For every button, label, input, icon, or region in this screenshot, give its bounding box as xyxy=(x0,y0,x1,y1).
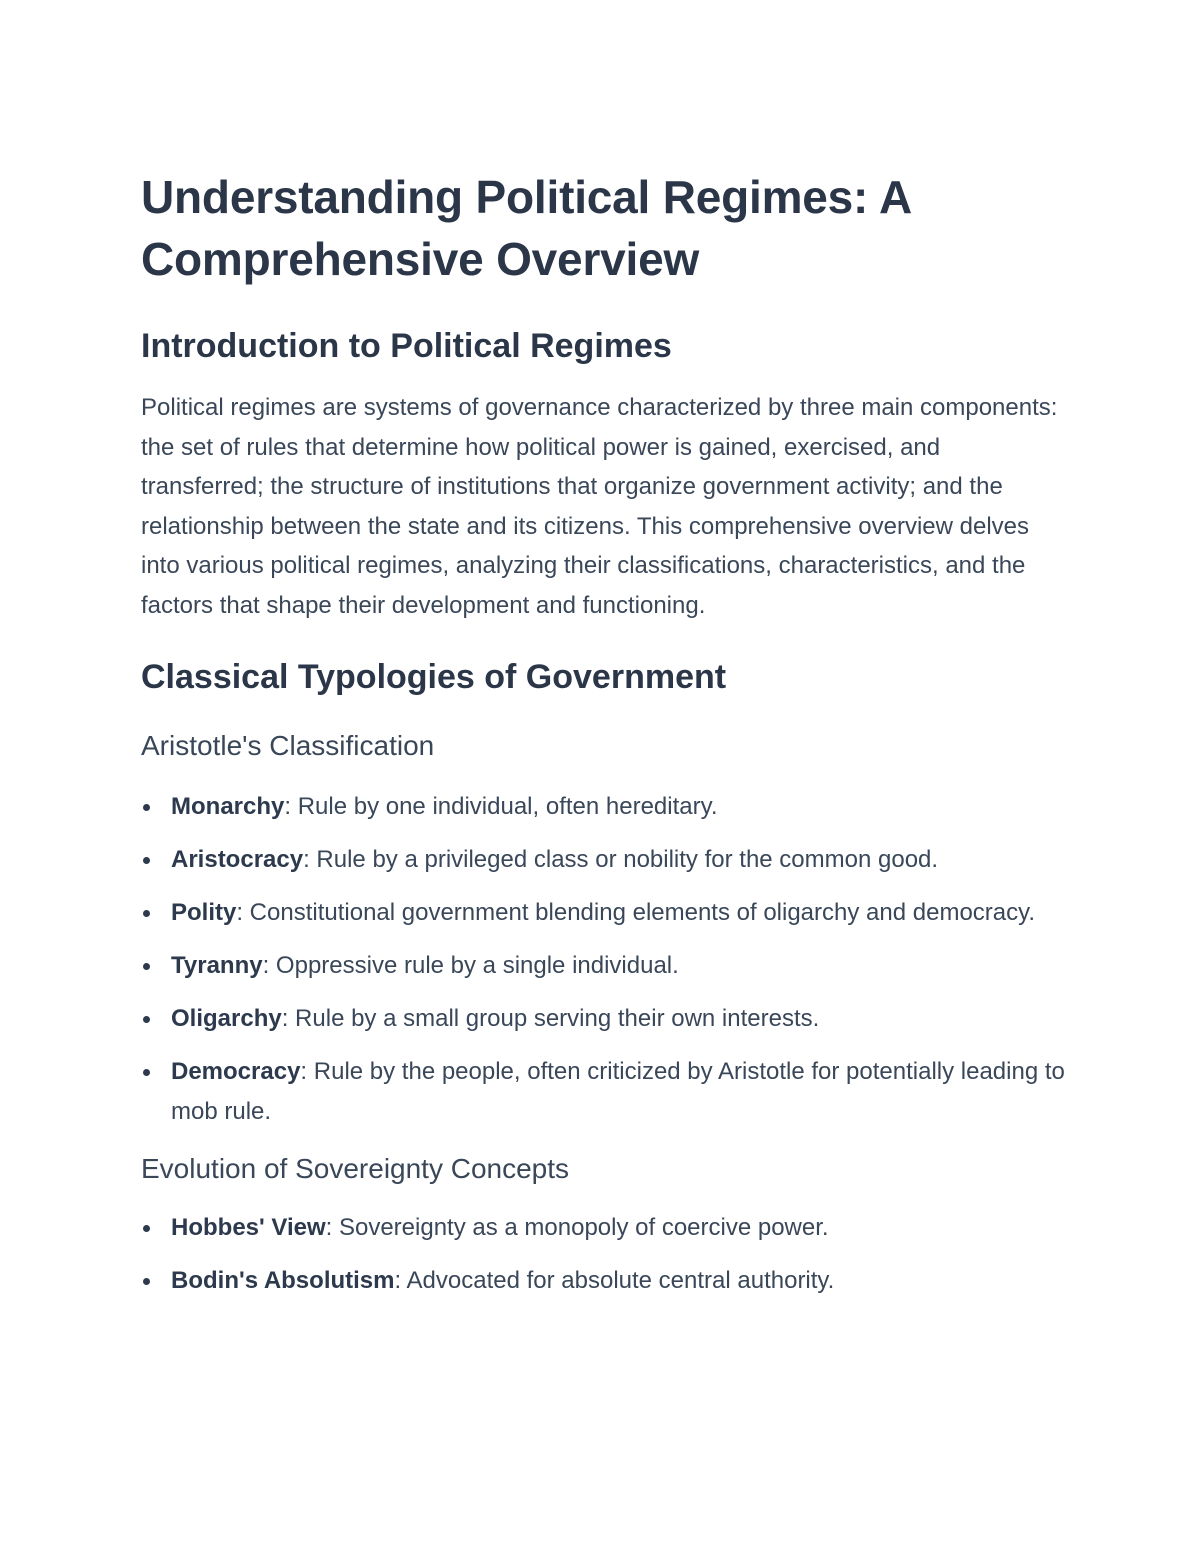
section-heading-typologies: Classical Typologies of Government xyxy=(141,658,727,696)
list-item-description: : Sovereignty as a monopoly of coercive power. xyxy=(325,1214,829,1241)
bullet-icon xyxy=(143,1016,150,1023)
list-item xyxy=(141,999,1066,1039)
list-item-term: Democracy xyxy=(171,1058,301,1085)
list-item xyxy=(141,787,1066,827)
list-item xyxy=(141,893,1066,933)
list-item xyxy=(141,840,1066,880)
list-item-term: Oligarchy xyxy=(171,1005,282,1032)
document-title: Understanding Political Regimes: A Comprehensive Overview xyxy=(141,171,911,285)
bullet-icon xyxy=(143,1278,150,1285)
list-item xyxy=(141,1052,1066,1132)
list-item-term: Tyranny xyxy=(171,952,263,979)
bullet-icon xyxy=(143,963,150,970)
introduction-paragraph: Political regimes are systems of governance characterized by three main components: the set of rules that determine how political power is gained, exercised, and transferred; the structure of institutions that organize government activity; and the relationship between the state and its citizens. This comprehensive overview delves into various political regimes, analyzing their classifications, characteristics, and the factors that shape their development and functioning. xyxy=(141,394,1058,619)
subheading-aristotle-classification: Aristotle's Classification xyxy=(141,730,435,761)
document-page xyxy=(141,166,1066,1314)
bullet-icon xyxy=(143,1069,150,1076)
section-heading-introduction: Introduction to Political Regimes xyxy=(141,327,672,365)
bullet-icon xyxy=(143,857,150,864)
bullet-icon xyxy=(143,910,150,917)
subheading-sovereignty-concepts: Evolution of Sovereignty Concepts xyxy=(141,1153,570,1184)
list-item xyxy=(141,946,1066,986)
bullet-icon xyxy=(143,1225,150,1232)
list-item xyxy=(141,1208,1066,1248)
list-item-description: : Constitutional government blending elements of oligarchy and democracy. xyxy=(236,899,1036,926)
list-item-description: : Advocated for absolute central authority. xyxy=(394,1267,835,1294)
list-item-description: : Rule by a small group serving their own interests. xyxy=(281,1005,820,1032)
list-item-term: Aristocracy xyxy=(171,846,304,873)
list-item-term: Polity xyxy=(171,899,237,926)
list-item-description: : Rule by one individual, often hereditary. xyxy=(284,793,718,820)
list-item-term: Hobbes' View xyxy=(171,1214,326,1241)
sovereignty-concepts-list xyxy=(141,1208,1066,1301)
bullet-icon xyxy=(143,804,150,811)
list-item xyxy=(141,1261,1066,1301)
list-item-term: Bodin's Absolutism xyxy=(171,1267,395,1294)
list-item-description: : Oppressive rule by a single individual. xyxy=(262,952,679,979)
list-item-term: Monarchy xyxy=(171,793,285,820)
list-item-description: : Rule by the people, often criticized by Aristotle for potentially leading to mob rule. xyxy=(171,1058,1065,1125)
aristotle-classification-list xyxy=(141,787,1066,1132)
list-item-description: : Rule by a privileged class or nobility for the common good. xyxy=(303,846,939,873)
